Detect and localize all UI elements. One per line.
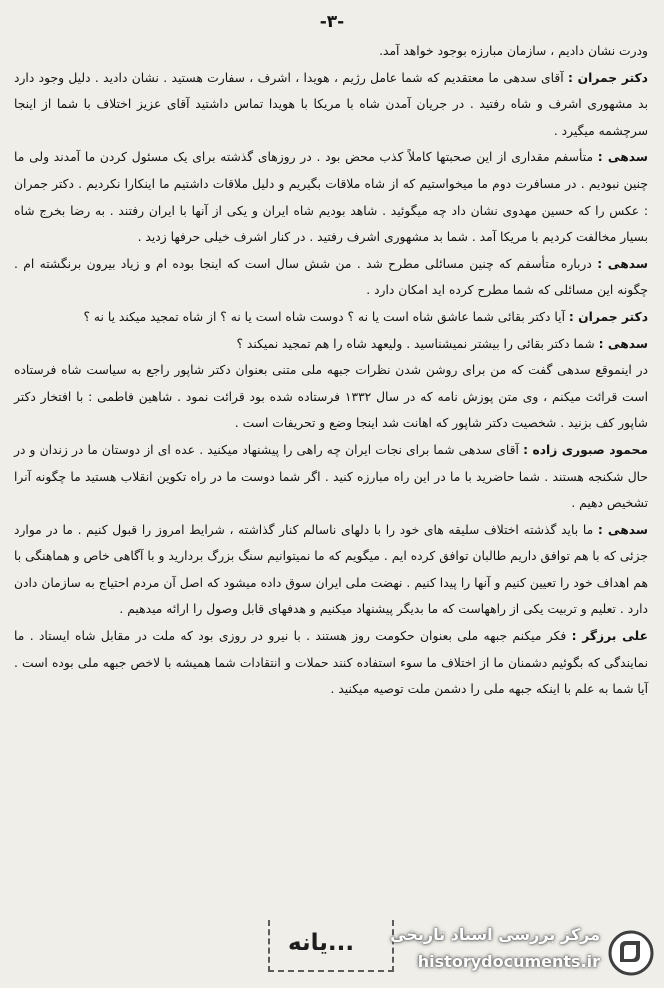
paragraph-sedehi-1 <box>14 144 648 250</box>
speaker-label: سدهی : <box>597 522 648 537</box>
watermark-url: historydocuments.ir <box>417 952 600 971</box>
speaker-label: محمود صبوری زاده : <box>523 442 648 457</box>
paragraph-text: آیا دکتر بقائی شما عاشق شاه است یا نه ؟ دوست شاه است یا نه ؟ از شاه تمجید میکند یا نه ؟ <box>83 309 565 324</box>
paragraph-saboorizadeh <box>14 437 648 517</box>
paragraph-jamran-2 <box>14 304 648 331</box>
paragraph-text: فکر میکنم جبهه ملی بعنوان حکومت روز هستند . با نیرو در روزی بود که ملت در مقابل شاه ایستاد . ما نمایندگی که بگوئیم دشمنان ما از اختلاف ما سوء استفاده کنند حملات و انتقادات شما همیشه با لاخص جبهه ملی بوده است . آیا شما به علم با اینکه جبهه ملی را دشمن ملت توصیه میکنید . <box>14 629 648 697</box>
paragraph-opening <box>14 38 648 65</box>
paragraph-text: آقای سدهی شما برای نجات ایران چه راهی را پیشنهاد میکنید . عده ای از دوستان ما در زندان و در حال شکنجه هستند . شما حاضرید با ما در این راه مبارزه کنید . اگر شما دوست ما در راه تکوین انقلاب هستید ما چگونه آنرا تشخیص دهیم . <box>14 442 648 511</box>
speaker-label: دکتر جمران : <box>568 70 648 85</box>
paragraph-text: متأسفم مقداری از این صحبتها کاملاً کذب محض بود . در روزهای گذشته برای یک مسئول کردن ما آمدند ولی ما چنین نبودیم . در مسافرت دوم ما میخواستیم که از شاه ملاقات بگیریم و دلیل ملاقات داشتیم ما اینکارا نکردیم . دکتر جمران : عکس را که حسین مهدوی نشان داد چه میگوئید . شاهد بودیم شاه ایران و یکی از آنها با ایران رفتند . به رضا بخرج شاه بسیار مخالفت کردیم با مریکا آمد . شما بد مشهوری اشرف رفتید . در کنار اشرف خیلی حرفها زدید . <box>14 150 648 245</box>
paragraph-text: درباره متأسفم که چنین مسائلی مطرح شد . من شش سال است که اینجا بوده ام و زیاد بیرون برنگشته ام . چگونه این مسائلی که شما مطرح کرده اید امکان دارد . <box>14 256 648 298</box>
speaker-label: سدهی : <box>598 336 648 351</box>
speaker-label: دکتر جمران : <box>568 309 648 324</box>
paragraph-text: شما دکتر بقائی را بیشتر نمیشناسید . ولیعهد شاه را هم تمجید نمیکند ؟ <box>236 336 595 351</box>
paragraph-barzegar <box>14 623 648 703</box>
paragraph-text: در اینموقع سدهی گفت که من برای روشن شدن نظرات جبهه ملی متنی بعنوان دکتر شاپور راجع به سیاست شاه فرستاده است قرائت میکنم ، وی متن پوزش نامه که در سال ۱۳۳۲ فرستاده شده بود قرائت نمود . شاهین فاطمی : با افتخار دکتر شاپور کف بزنید . شخصیت دکتر شاپور که اهانت شد اینجا وضع و تحریفات است . <box>14 363 648 431</box>
speaker-label: سدهی : <box>597 256 648 271</box>
page-number: -۳- <box>319 12 345 32</box>
paragraph-reading <box>14 357 648 437</box>
paragraph-text: ودرت نشان دادیم ، سازمان مبارزه بوجود خواهد آمد. <box>379 44 648 58</box>
paragraph-text: ما باید گذشته اختلاف سلیقه های خود را با دلهای ناسالم کنار گذاشته ، شرایط امروز را قبول کنیم . ما در موارد جزئی که با هم توافق داریم طالبان توافق کرده ایم . میگویم که ما نمیتوانیم سنگ بزرگ بردارید و با آگاهی خاص و هماهنگی با هم اهداف خود را تعیین کنیم و آنها را پیدا کنیم . نهضت ملی ایران سوق داده میشود که اصل آن مردم احتیاج به سازمان دادن دارد . تعلیم و تربیت یکی از راههاست که ما بدیگر پیشنهاد میکنیم و هدفهای قابل وصول را ارائه میدهیم . <box>14 522 648 617</box>
speaker-label: سدهی : <box>597 150 648 165</box>
speaker-label: علی برزگر : <box>571 629 648 644</box>
paragraph-text: آقای سدهی ما معتقدیم که شما عامل رژیم ، هویدا ، اشرف ، سفارت هستید . نشان دادید . دلیل وجود دارد بد مشهوری اشرف و شاه رفتید . در جریان آمدن شاه با مریکا با هویدا تماس داشتید آقای عزیز اختلاف با شما از اینجا سرچشمه میگیرد . <box>14 70 648 138</box>
paragraph-sedehi-2 <box>14 251 648 304</box>
paragraph-jamran-1 <box>14 65 648 145</box>
archive-watermark <box>382 924 658 980</box>
paragraph-sedehi-3 <box>14 331 648 358</box>
document-body <box>14 38 648 703</box>
stamp-text: ...یانه <box>288 930 355 956</box>
quarter-circle-page-icon <box>606 928 656 978</box>
archive-stamp <box>268 920 394 972</box>
paragraph-sedehi-4 <box>14 517 648 623</box>
watermark-title: مرکز بررسی اسناد تاریخی <box>390 925 600 944</box>
